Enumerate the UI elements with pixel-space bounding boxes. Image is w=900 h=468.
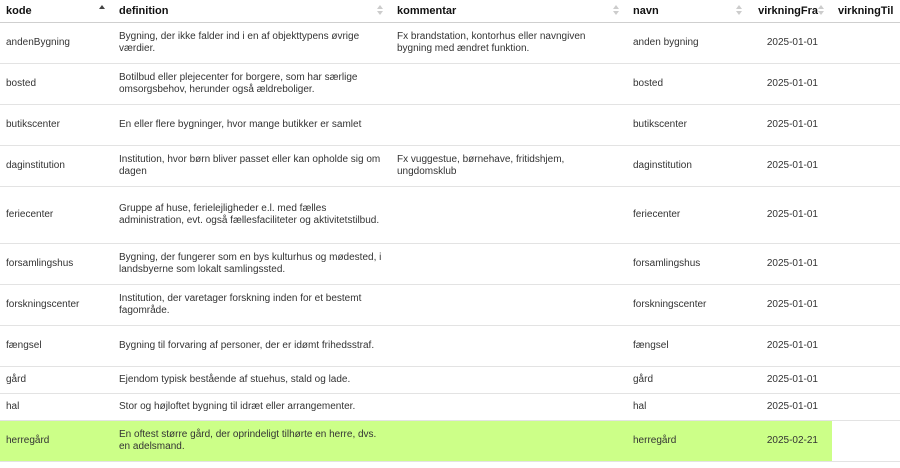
cell-definition: En oftest større gård, der oprindeligt tilhørte en herre, dvs. en adelsmand. xyxy=(113,420,391,461)
cell-kode: bosted xyxy=(0,63,113,104)
column-header-kommentar[interactable] xyxy=(391,0,627,22)
table-row[interactable] xyxy=(0,63,900,104)
cell-navn: gård xyxy=(627,366,750,393)
column-header-label: definition xyxy=(119,4,169,17)
column-header-label: kode xyxy=(6,4,32,17)
cell-definition: En eller flere bygninger, hvor mange butikker er samlet xyxy=(113,104,391,145)
cell-definition: Gruppe af huse, ferielejligheder e.l. med fælles administration, evt. også fællesfaciliteter og aktivitetstilbud. xyxy=(113,186,391,243)
cell-definition: Stor og højloftet bygning til idræt eller arrangementer. xyxy=(113,393,391,420)
cell-virkningtil xyxy=(832,104,900,145)
table-row[interactable] xyxy=(0,284,900,325)
sort-icon[interactable] xyxy=(736,5,742,17)
table-row[interactable] xyxy=(0,325,900,366)
cell-kommentar xyxy=(391,325,627,366)
sort-ascending-icon[interactable] xyxy=(99,5,105,17)
cell-kommentar xyxy=(391,186,627,243)
header-row xyxy=(0,0,900,22)
cell-kommentar xyxy=(391,284,627,325)
cell-virkningtil xyxy=(832,145,900,186)
cell-virkningfra: 2025-02-21 xyxy=(750,420,832,461)
cell-virkningfra: 2025-01-01 xyxy=(750,325,832,366)
table-row[interactable] xyxy=(0,243,900,284)
cell-kommentar xyxy=(391,420,627,461)
sort-icon[interactable] xyxy=(377,5,383,17)
cell-navn: fængsel xyxy=(627,325,750,366)
column-header-navn[interactable] xyxy=(627,0,750,22)
column-header-label: kommentar xyxy=(397,4,457,17)
cell-virkningfra: 2025-01-01 xyxy=(750,104,832,145)
cell-virkningtil xyxy=(832,22,900,63)
cell-virkningfra: 2025-01-01 xyxy=(750,284,832,325)
cell-virkningfra: 2025-01-01 xyxy=(750,393,832,420)
cell-kode: butikscenter xyxy=(0,104,113,145)
table-row-highlighted[interactable] xyxy=(0,420,900,461)
cell-virkningfra: 2025-01-01 xyxy=(750,366,832,393)
cell-virkningtil xyxy=(832,366,900,393)
table-row[interactable] xyxy=(0,393,900,420)
cell-navn: forsamlingshus xyxy=(627,243,750,284)
cell-definition: Bygning, der fungerer som en bys kulturhus og mødested, i landsbyerne som lokalt samlingssted. xyxy=(113,243,391,284)
cell-navn: hal xyxy=(627,393,750,420)
cell-navn: daginstitution xyxy=(627,145,750,186)
cell-virkningtil xyxy=(832,420,900,461)
table-row[interactable] xyxy=(0,104,900,145)
cell-virkningtil xyxy=(832,63,900,104)
cell-kommentar: Fx vuggestue, børnehave, fritidshjem, ungdomsklub xyxy=(391,145,627,186)
cell-kode: fængsel xyxy=(0,325,113,366)
cell-kode: forskningscenter xyxy=(0,284,113,325)
cell-virkningfra: 2025-01-01 xyxy=(750,63,832,104)
table-row[interactable] xyxy=(0,22,900,63)
column-header-virkningfra[interactable] xyxy=(750,0,832,22)
cell-virkningfra: 2025-01-01 xyxy=(750,22,832,63)
cell-kode: hal xyxy=(0,393,113,420)
cell-virkningfra: 2025-01-01 xyxy=(750,145,832,186)
column-header-label: navn xyxy=(633,4,659,17)
cell-virkningtil xyxy=(832,325,900,366)
cell-definition: Institution, der varetager forskning inden for et bestemt fagområde. xyxy=(113,284,391,325)
cell-navn: anden bygning xyxy=(627,22,750,63)
cell-navn: feriecenter xyxy=(627,186,750,243)
cell-definition: Bygning, der ikke falder ind i en af objekttypens øvrige værdier. xyxy=(113,22,391,63)
table-row[interactable] xyxy=(0,186,900,243)
cell-virkningtil xyxy=(832,284,900,325)
column-header-virkningtil[interactable] xyxy=(832,0,900,22)
table-row[interactable] xyxy=(0,145,900,186)
sort-icon[interactable] xyxy=(818,5,824,17)
cell-navn: forskningscenter xyxy=(627,284,750,325)
cell-kommentar xyxy=(391,104,627,145)
cell-navn: herregård xyxy=(627,420,750,461)
column-header-label: virkningFra xyxy=(758,4,818,17)
cell-kommentar xyxy=(391,63,627,104)
cell-kode: feriecenter xyxy=(0,186,113,243)
cell-virkningfra: 2025-01-01 xyxy=(750,186,832,243)
column-header-kode[interactable] xyxy=(0,0,113,22)
cell-kommentar xyxy=(391,243,627,284)
sort-icon[interactable] xyxy=(613,5,619,17)
cell-definition: Bygning til forvaring af personer, der er idømt frihedsstraf. xyxy=(113,325,391,366)
cell-kode: andenBygning xyxy=(0,22,113,63)
cell-virkningfra: 2025-01-01 xyxy=(750,243,832,284)
column-header-label: virkningTil xyxy=(838,4,894,17)
cell-kode: forsamlingshus xyxy=(0,243,113,284)
cell-kode: daginstitution xyxy=(0,145,113,186)
column-header-definition[interactable] xyxy=(113,0,391,22)
cell-definition: Ejendom typisk bestående af stuehus, stald og lade. xyxy=(113,366,391,393)
cell-virkningtil xyxy=(832,393,900,420)
cell-virkningtil xyxy=(832,186,900,243)
cell-definition: Institution, hvor børn bliver passet eller kan opholde sig om dagen xyxy=(113,145,391,186)
cell-kode: gård xyxy=(0,366,113,393)
cell-navn: bosted xyxy=(627,63,750,104)
cell-kode: herregård xyxy=(0,420,113,461)
cell-navn: butikscenter xyxy=(627,104,750,145)
table-row[interactable] xyxy=(0,366,900,393)
cell-virkningtil xyxy=(832,243,900,284)
cell-kommentar xyxy=(391,366,627,393)
cell-definition: Botilbud eller plejecenter for borgere, som har særlige omsorgsbehov, herunder også ældreboliger. xyxy=(113,63,391,104)
cell-kommentar: Fx brandstation, kontorhus eller navngiven bygning med ændret funktion. xyxy=(391,22,627,63)
cell-kommentar xyxy=(391,393,627,420)
